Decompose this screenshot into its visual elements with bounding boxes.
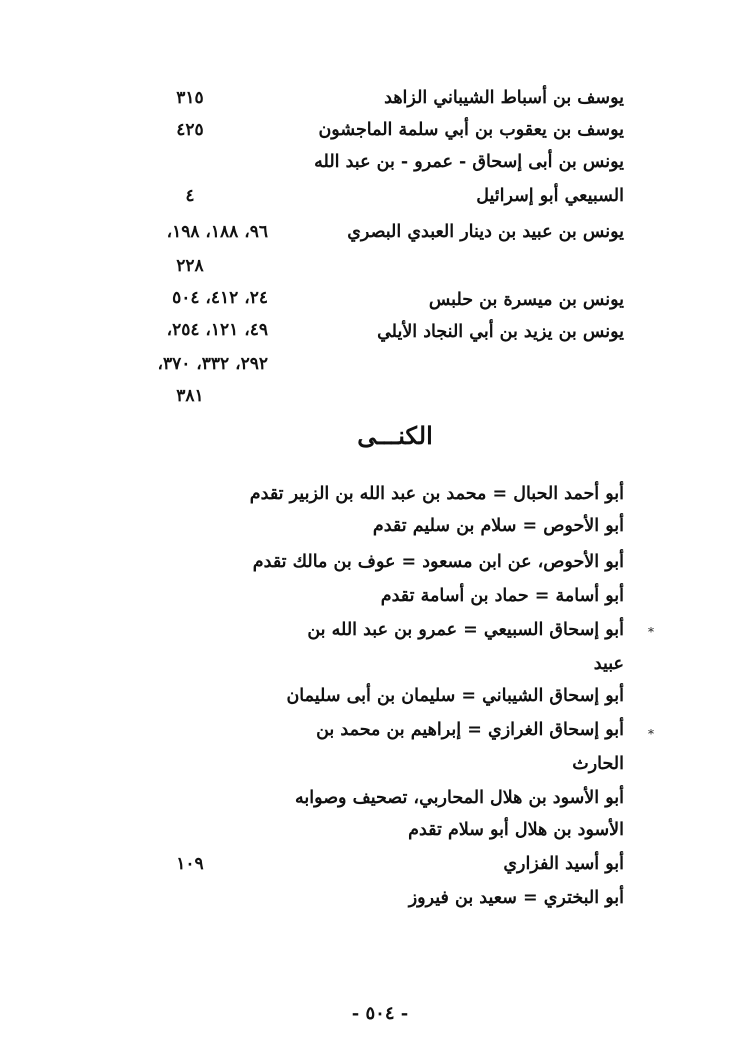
page-reference: ٢٤، ٤١٢، ٥٠٤ bbox=[172, 288, 268, 308]
name-entry: يونس بن ميسرة بن حلبس bbox=[428, 290, 624, 310]
kunya-entry: الأسود بن هلال أبو سلام تقدم bbox=[408, 820, 624, 840]
page-reference: ٢٢٨ bbox=[176, 256, 204, 276]
page-reference: ٤٩، ١٢١، ٢٥٤، bbox=[166, 320, 268, 340]
kunya-entry: الحارث bbox=[572, 754, 624, 774]
page-reference: ١٠٩ bbox=[176, 854, 204, 874]
kunya-entry: أبو أسيد الفزاري bbox=[503, 854, 624, 874]
kunya-entry: أبو البختري = سعيد بن فيروز bbox=[408, 888, 624, 908]
name-entry: السبيعي أبو إسرائيل bbox=[476, 186, 624, 206]
page-number: - ٥٠٤ - bbox=[351, 1003, 409, 1024]
asterisk-marker: * bbox=[648, 625, 654, 639]
asterisk-marker: * bbox=[648, 727, 654, 741]
page-reference: ٩٦، ١٨٨، ١٩٨، bbox=[166, 222, 268, 242]
page-reference: ٣٨١ bbox=[176, 386, 204, 406]
kunya-entry: أبو إسحاق السبيعي = عمرو بن عبد الله بن bbox=[307, 620, 624, 640]
page-reference: ٤ bbox=[185, 186, 195, 206]
kunya-entry: أبو إسحاق الغرازي = إبراهيم بن محمد بن bbox=[316, 720, 624, 740]
page-reference: ٤٢٥ bbox=[176, 120, 204, 140]
name-entry: يوسف بن أسباط الشيباني الزاهد bbox=[384, 88, 624, 108]
kunya-entry: أبو أحمد الحبال = محمد بن عبد الله بن الزبير تقدم bbox=[249, 484, 624, 504]
kunya-entry: عبيد bbox=[593, 654, 624, 674]
name-entry: يونس بن عبيد بن دينار العبدي البصري bbox=[347, 222, 624, 242]
kunya-entry: أبو إسحاق الشيباني = سليمان بن أبى سليمان bbox=[286, 686, 624, 706]
page-reference: ٢٩٢، ٣٣٢، ٣٧٠، bbox=[157, 354, 268, 374]
kunya-entry: أبو الأحوص = سلام بن سليم تقدم bbox=[372, 516, 624, 536]
kunya-entry: أبو الأحوص، عن ابن مسعود = عوف بن مالك تقدم bbox=[252, 552, 624, 572]
kunya-entry: أبو أسامة = حماد بن أسامة تقدم bbox=[380, 586, 624, 606]
page-reference: ٣١٥ bbox=[176, 88, 204, 108]
name-entry: يوسف بن يعقوب بن أبي سلمة الماجشون bbox=[318, 120, 624, 140]
section-title: الكنـــى bbox=[357, 421, 433, 450]
name-entry: يونس بن يزيد بن أبي النجاد الأيلي bbox=[377, 322, 624, 342]
name-entry: يونس بن أبى إسحاق - عمرو - بن عبد الله bbox=[314, 152, 624, 172]
kunya-entry: أبو الأسود بن هلال المحاربي، تصحيف وصوابه bbox=[295, 788, 624, 808]
